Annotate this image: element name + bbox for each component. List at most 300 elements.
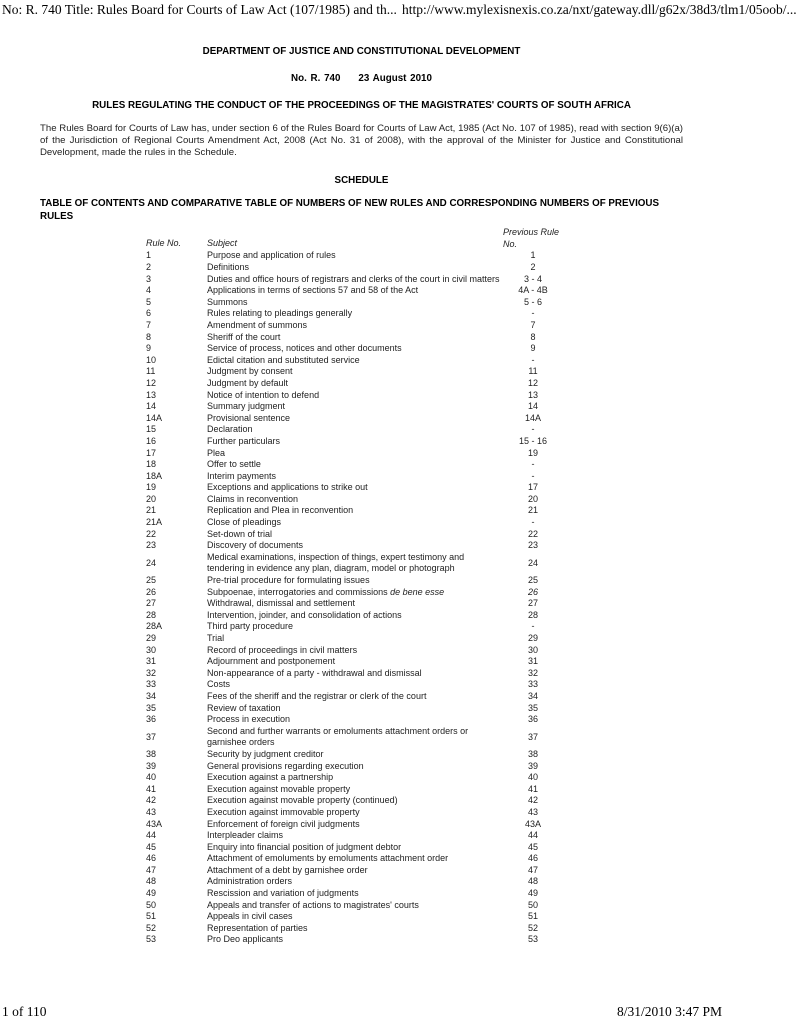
rule-subject [207, 911, 503, 923]
previous-rule-number: - [531, 459, 535, 470]
rule-subject [207, 633, 503, 645]
rules-table [146, 227, 563, 946]
rule-subject-text: Review of taxation [207, 702, 281, 713]
previous-rule-number: 26 [527, 586, 538, 597]
page-count: 1 of 110 [2, 1004, 47, 1019]
rule-number: 53 [146, 934, 157, 945]
rule-number: 3 [146, 273, 152, 284]
previous-rule-number: 7 [530, 319, 536, 330]
rule-subject-text: Pro Deo applicants [207, 934, 284, 945]
table-row [146, 923, 563, 935]
rule-subject [207, 772, 503, 784]
rule-number: 50 [146, 899, 157, 910]
previous-rule-number: 4A - 4B [518, 285, 548, 296]
table-row [146, 703, 563, 715]
rule-subject-text: Discovery of documents [207, 540, 304, 551]
table-row [146, 726, 563, 749]
rule-subject-text: Enquiry into financial position of judgment debtor [207, 841, 402, 852]
rule-subject-text: Attachment of emoluments by emoluments attachment order [207, 853, 449, 864]
rule-number: 22 [146, 528, 157, 539]
rule-number: 15 [146, 424, 157, 435]
previous-rule-number: 22 [527, 528, 538, 539]
rule-number: 34 [146, 690, 157, 701]
rule-subject-text: Provisional sentence [207, 412, 291, 423]
previous-rule-number: 23 [527, 540, 538, 551]
notice-number: No. R. 740 [291, 73, 341, 85]
previous-rule-number: 28 [527, 609, 538, 620]
table-row [146, 285, 563, 297]
rule-subject-text: Security by judgment creditor [207, 748, 324, 759]
rule-subject-text: Interim payments [207, 470, 277, 481]
rule-subject-text: Non-appearance of a party - withdrawal and dismissal [207, 667, 422, 678]
rule-number: 12 [146, 377, 157, 388]
rule-subject [207, 424, 503, 436]
rule-number: 39 [146, 760, 157, 771]
table-row [146, 343, 563, 355]
rule-subject-latin: de bene esse [390, 586, 445, 597]
rule-subject-text: Appeals in civil cases [207, 911, 293, 922]
print-header-title: No: R. 740 Title: Rules Board for Courts of Law Act (107/1985) and th... [2, 2, 397, 17]
rule-subject [207, 366, 503, 378]
rule-number: 10 [146, 354, 157, 365]
print-header-url: http://www.mylexisnexis.co.za/nxt/gateway.dll/g62x/38d3/tlm1/05oob/... [402, 2, 797, 17]
header-rule-no: Rule No. [146, 238, 182, 249]
rule-number: 14A [146, 412, 163, 423]
rule-subject-text: Fees of the sheriff and the registrar or clerk of the court [207, 690, 427, 701]
rule-number: 29 [146, 633, 157, 644]
table-row [146, 679, 563, 691]
table-row [146, 911, 563, 923]
table-row [146, 714, 563, 726]
document-body [40, 46, 683, 946]
previous-rule-number: 12 [527, 377, 538, 388]
table-row [146, 575, 563, 587]
table-row [146, 459, 563, 471]
rule-subject-text: Amendment of summons [207, 319, 308, 330]
rule-subject-text: Purpose and application of rules [207, 250, 336, 261]
rule-number: 1 [146, 250, 152, 261]
rule-subject [207, 621, 503, 633]
rule-subject-text: Edictal citation and substituted service [207, 354, 360, 365]
rule-subject [207, 865, 503, 877]
previous-rule-number: 27 [527, 598, 538, 609]
rule-subject [207, 332, 503, 344]
rule-number: 8 [146, 331, 152, 342]
preamble-paragraph: The Rules Board for Courts of Law has, under section 6 of the Rules Board for Courts of Law Act, 1985 (Act No. 107 of 1985), read with section 9(6)(a) of the Jurisdiction of Regional Courts Amendment Act, 2008 (Act No. 31 of 2008), with the approval of the Minister for Justice and Constitutional Development, made the rules in the Schedule. [40, 122, 683, 159]
table-row [146, 366, 563, 378]
rule-subject [207, 517, 503, 529]
previous-rule-number: 37 [527, 731, 538, 742]
table-row [146, 900, 563, 912]
rule-number: 35 [146, 702, 157, 713]
table-row [146, 691, 563, 703]
rule-subject [207, 285, 503, 297]
table-row [146, 355, 563, 367]
previous-rule-number: 15 - 16 [518, 435, 548, 446]
rule-subject-text: Summons [207, 296, 248, 307]
rule-subject-text: Appeals and transfer of actions to magistrates' courts [207, 899, 419, 910]
table-row [146, 587, 563, 599]
rule-number: 43A [146, 818, 163, 829]
rule-subject [207, 610, 503, 622]
table-row [146, 262, 563, 274]
rule-number: 46 [146, 853, 157, 864]
rule-subject-text: Claims in reconvention [207, 493, 299, 504]
previous-rule-number: 5 - 6 [523, 296, 542, 307]
rule-subject-text: Rescission and variation of judgments [207, 888, 359, 899]
rule-subject [207, 703, 503, 715]
previous-rule-number: 14 [527, 401, 538, 412]
previous-rule-number: 49 [527, 888, 538, 899]
rule-subject [207, 819, 503, 831]
rule-subject [207, 320, 503, 332]
rule-number: 14 [146, 401, 157, 412]
table-row [146, 749, 563, 761]
previous-rule-number: 40 [527, 772, 538, 783]
rule-number: 38 [146, 748, 157, 759]
rule-number: 25 [146, 575, 157, 586]
rule-subject-text: Judgment by default [207, 377, 289, 388]
rule-number: 27 [146, 598, 157, 609]
rule-number: 44 [146, 830, 157, 841]
rule-subject [207, 876, 503, 888]
rule-subject [207, 436, 503, 448]
print-timestamp: 8/31/2010 3:47 PM [616, 1004, 722, 1019]
previous-rule-number: 50 [527, 899, 538, 910]
rule-subject-text: Enforcement of foreign civil judgments [207, 818, 360, 829]
previous-rule-number: 11 [528, 366, 538, 377]
table-row [146, 517, 563, 529]
rule-subject [207, 552, 503, 575]
rule-subject-text: Notice of intention to defend [207, 389, 320, 400]
rule-number: 28A [146, 621, 163, 632]
table-row [146, 494, 563, 506]
table-row [146, 505, 563, 517]
table-row [146, 274, 563, 286]
previous-rule-number: 36 [527, 714, 538, 725]
print-header [2, 2, 797, 20]
previous-rule-number: 35 [527, 702, 538, 713]
previous-rule-number: 48 [527, 876, 538, 887]
rule-subject-text: Duties and office hours of registrars and clerks of the court in civil matters [207, 273, 500, 284]
table-row [146, 842, 563, 854]
previous-rule-number: 19 [527, 447, 538, 458]
rule-subject-text: Definitions [207, 262, 250, 273]
rule-subject-text: Costs [207, 679, 231, 690]
table-body [146, 250, 563, 946]
rule-subject [207, 795, 503, 807]
rule-subject-text: Further particulars [207, 435, 281, 446]
previous-rule-number: - [531, 354, 535, 365]
previous-rule-number: - [531, 308, 535, 319]
table-row [146, 598, 563, 610]
rule-subject [207, 645, 503, 657]
rule-subject-text: Judgment by consent [207, 366, 293, 377]
table-row [146, 401, 563, 413]
previous-rule-number: 13 [527, 389, 538, 400]
previous-rule-number: 34 [527, 690, 538, 701]
rule-number: 40 [146, 772, 157, 783]
rule-subject [207, 274, 503, 286]
rule-subject [207, 529, 503, 541]
previous-rule-number: 53 [527, 934, 538, 945]
notice-line [40, 73, 683, 85]
rule-subject [207, 726, 503, 749]
rule-number: 4 [146, 285, 152, 296]
rule-number: 32 [146, 667, 157, 678]
table-row [146, 471, 563, 483]
rule-subject-text: Third party procedure [207, 621, 294, 632]
table-row [146, 853, 563, 865]
table-row [146, 436, 563, 448]
rule-number: 6 [146, 308, 152, 319]
rule-subject-text: Withdrawal, dismissal and settlement [207, 598, 356, 609]
previous-rule-number: 38 [527, 748, 538, 759]
rule-number: 48 [146, 876, 157, 887]
previous-rule-number: 43A [524, 818, 541, 829]
previous-rule-number: 44 [527, 830, 538, 841]
rule-subject [207, 598, 503, 610]
rule-subject [207, 853, 503, 865]
rule-subject [207, 761, 503, 773]
rule-number: 23 [146, 540, 157, 551]
previous-rule-number: 21 [527, 505, 538, 516]
rule-subject-text: Attachment of a debt by garnishee order [207, 864, 368, 875]
table-row [146, 656, 563, 668]
rule-subject [207, 459, 503, 471]
rule-subject-text: Record of proceedings in civil matters [207, 644, 358, 655]
previous-rule-number: 32 [527, 667, 538, 678]
previous-rule-number: 20 [527, 493, 538, 504]
rule-subject [207, 888, 503, 900]
rule-subject [207, 540, 503, 552]
rule-number: 37 [146, 731, 157, 742]
rule-subject [207, 378, 503, 390]
rule-subject-text: Second and further warrants or emoluments attachment orders or garnishee orders [207, 725, 469, 748]
rule-subject-text: Administration orders [207, 876, 293, 887]
table-row [146, 448, 563, 460]
rule-subject [207, 297, 503, 309]
rule-number: 45 [146, 841, 157, 852]
table-row [146, 934, 563, 946]
rule-subject [207, 575, 503, 587]
toc-heading: TABLE OF CONTENTS AND COMPARATIVE TABLE OF NUMBERS OF NEW RULES AND CORRESPONDING NUMBERS OF PREVIOUS RULES [40, 198, 660, 222]
previous-rule-number: - [531, 470, 535, 481]
previous-rule-number: 43 [527, 806, 538, 817]
rule-number: 11 [146, 366, 156, 377]
rule-number: 47 [146, 864, 157, 875]
rule-number: 21 [146, 505, 157, 516]
rule-number: 42 [146, 795, 157, 806]
table-row [146, 761, 563, 773]
rule-number: 21A [146, 517, 163, 528]
table-row [146, 610, 563, 622]
rule-number: 30 [146, 644, 157, 655]
previous-rule-number: 8 [530, 331, 536, 342]
rule-subject-text: Medical examinations, inspection of things, expert testimony and tendering in evidence any plan, diagram, model or photograph [207, 551, 465, 574]
table-row [146, 540, 563, 552]
table-row [146, 830, 563, 842]
rule-subject [207, 482, 503, 494]
rule-subject-text: General provisions regarding execution [207, 760, 364, 771]
previous-rule-number: 47 [527, 864, 538, 875]
rule-subject [207, 355, 503, 367]
rule-subject-text: Interpleader claims [207, 830, 284, 841]
rule-subject [207, 668, 503, 680]
rule-subject-text: Intervention, joinder, and consolidation of actions [207, 609, 402, 620]
rule-subject-text: Representation of parties [207, 922, 308, 933]
rule-number: 28 [146, 609, 157, 620]
rule-subject [207, 830, 503, 842]
table-row [146, 621, 563, 633]
rule-subject-text: Pre-trial procedure for formulating issues [207, 575, 370, 586]
rule-subject-text: Applications in terms of sections 57 and 58 of the Act [207, 285, 419, 296]
rule-number: 31 [146, 656, 157, 667]
rule-number: 18 [146, 459, 157, 470]
previous-rule-number: 42 [527, 795, 538, 806]
rule-subject-text: Service of process, notices and other documents [207, 343, 402, 354]
rule-number: 36 [146, 714, 157, 725]
rule-subject [207, 343, 503, 355]
rule-number: 43 [146, 806, 157, 817]
table-row [146, 413, 563, 425]
rule-subject [207, 842, 503, 854]
rule-subject-text: Close of pleadings [207, 517, 282, 528]
table-row [146, 320, 563, 332]
table-row [146, 807, 563, 819]
table-row [146, 482, 563, 494]
department-heading: DEPARTMENT OF JUSTICE AND CONSTITUTIONAL DEVELOPMENT [202, 46, 521, 57]
rule-number: 19 [146, 482, 157, 493]
rule-subject [207, 390, 503, 402]
previous-rule-number: - [531, 517, 535, 528]
previous-rule-number: 41 [527, 783, 538, 794]
rule-subject [207, 714, 503, 726]
rule-subject-text: Execution against movable property [207, 783, 351, 794]
rule-number: 20 [146, 493, 157, 504]
rule-subject-text: Replication and Plea in reconvention [207, 505, 354, 516]
schedule-heading: SCHEDULE [334, 175, 389, 187]
rule-subject [207, 262, 503, 274]
table-row [146, 645, 563, 657]
rule-subject-text: Execution against immovable property [207, 806, 360, 817]
rule-subject [207, 934, 503, 946]
rule-number: 7 [146, 319, 152, 330]
table-row [146, 390, 563, 402]
previous-rule-number: 29 [527, 633, 538, 644]
rule-subject [207, 749, 503, 761]
previous-rule-number: 39 [527, 760, 538, 771]
rule-subject [207, 250, 503, 262]
rule-subject [207, 413, 503, 425]
previous-rule-number: 17 [527, 482, 538, 493]
previous-rule-number: - [531, 621, 535, 632]
rule-subject [207, 505, 503, 517]
rule-subject [207, 900, 503, 912]
notice-date: 23 August 2010 [358, 73, 432, 85]
previous-rule-number: 51 [527, 911, 538, 922]
rule-number: 18A [146, 470, 163, 481]
table-row [146, 552, 563, 575]
table-row [146, 784, 563, 796]
rule-subject-text: Summary judgment [207, 401, 286, 412]
rule-number: 41 [146, 783, 157, 794]
table-row [146, 772, 563, 784]
rule-subject [207, 923, 503, 935]
table-row [146, 332, 563, 344]
rule-number: 49 [146, 888, 157, 899]
previous-rule-number: 45 [527, 841, 538, 852]
table-row [146, 876, 563, 888]
rule-subject [207, 308, 503, 320]
rule-subject-text: Execution against a partnership [207, 772, 334, 783]
rule-subject-text: Offer to settle [207, 459, 261, 470]
table-row [146, 250, 563, 262]
previous-rule-number: 1 [530, 250, 536, 261]
rule-subject [207, 494, 503, 506]
table-row [146, 424, 563, 436]
rule-subject [207, 784, 503, 796]
rule-number: 2 [146, 262, 152, 273]
previous-rule-number: 31 [527, 656, 538, 667]
previous-rule-number: 3 - 4 [523, 273, 542, 284]
table-row [146, 819, 563, 831]
previous-rule-number: 46 [527, 853, 538, 864]
table-row [146, 795, 563, 807]
rule-number: 52 [146, 922, 157, 933]
previous-rule-number: 9 [530, 343, 536, 354]
rule-number: 9 [146, 343, 152, 354]
rule-subject [207, 587, 503, 599]
table-header-row [146, 227, 563, 250]
rule-subject-text: Exceptions and applications to strike out [207, 482, 368, 493]
rule-subject [207, 448, 503, 460]
rule-subject-text: Rules relating to pleadings generally [207, 308, 353, 319]
rule-subject [207, 807, 503, 819]
previous-rule-number: 52 [527, 922, 538, 933]
previous-rule-number: 14A [524, 412, 541, 423]
table-row [146, 865, 563, 877]
rule-subject-text: Subpoenae, interrogatories and commissions [207, 586, 388, 597]
rule-subject [207, 679, 503, 691]
rule-subject [207, 691, 503, 703]
rule-number: 33 [146, 679, 157, 690]
rule-subject-text: Process in execution [207, 714, 291, 725]
previous-rule-number: 30 [527, 644, 538, 655]
print-footer [2, 1002, 722, 1020]
rule-number: 16 [146, 435, 157, 446]
rule-number: 51 [146, 911, 157, 922]
rule-number: 5 [146, 296, 152, 307]
previous-rule-number: 33 [527, 679, 538, 690]
table-row [146, 308, 563, 320]
header-previous-rule-no: Previous Rule No. [503, 227, 560, 249]
table-row [146, 888, 563, 900]
rule-subject [207, 656, 503, 668]
header-subject: Subject [207, 238, 238, 249]
rule-subject-text: Set-down of trial [207, 528, 273, 539]
table-row [146, 668, 563, 680]
rule-subject [207, 471, 503, 483]
previous-rule-number: 2 [530, 262, 536, 273]
table-row [146, 297, 563, 309]
previous-rule-number: - [531, 424, 535, 435]
table-row [146, 633, 563, 645]
rule-subject-text: Plea [207, 447, 226, 458]
rule-number: 24 [146, 557, 157, 568]
rule-subject [207, 401, 503, 413]
rule-number: 13 [146, 389, 157, 400]
